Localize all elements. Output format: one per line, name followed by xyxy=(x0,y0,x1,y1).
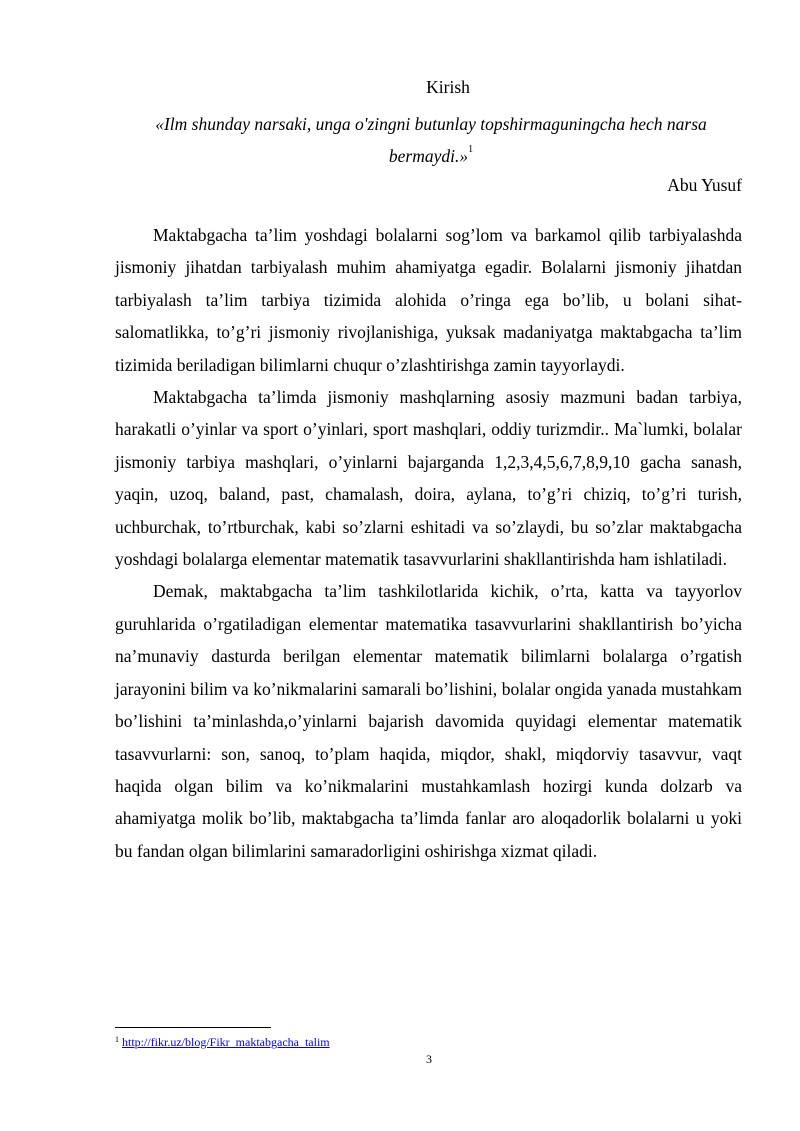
footnote xyxy=(115,1035,330,1049)
body-text xyxy=(115,219,742,867)
footnote-reference[interactable]: 1 xyxy=(468,144,474,155)
page-number: 3 xyxy=(426,1052,432,1066)
footnote-link[interactable]: http://fikr.uz/blog/Fikr_maktabgacha_talim xyxy=(122,1035,330,1049)
paragraph: Demak, maktabgacha ta’lim tashkilotlarida kichik, o’rta, katta va tayyorlov guruhlarida o’rgatiladigan elementar matematika tasavvurlarini shakllantirish bo’yicha na’munaviy dasturda berilgan elementar matematik bilimlarni bolalarga o’rgatish jarayonini bilim va ko’nikmalarini samarali bo’lishini, bolalar ongida yanada mustahkam bo’lishini ta’minlashda,o’yinlarni bajarish davomida quyidagi elementar matematik tasavvurlarni: son, sanoq, to’plam haqida, miqdor, shakl, miqdorviy tasavvur, vaqt haqida olgan bilim va ko’nikmalarini mustahkamlash hozirgi kunda dolzarb va ahamiyatga molik bo’lib, maktabgacha ta’limda fanlar aro aloqadorlik bolalarni u yoki bu fandan olgan bilimlarini samaradorligini oshirishga xizmat qiladi. xyxy=(115,581,742,861)
paragraph: Maktabgacha ta’lim yoshdagi bolalarni sog’lom va barkamol qilib tarbiyalashda jismoniy jihatdan tarbiyalash muhim ahamiyatga egadir. Bolalarni jismoniy jihatdan tarbiyalash ta’lim tarbiya tizimida alohida o’ringa ega bo’lib, u bolani sihat- salomatlikka, to’g’ri jismoniy rivojlanishiga, yuksak madaniyatga maktabgacha ta’lim tizimida beriladigan bilimlarni chuqur o’zlashtirishga zamin tayyorlaydi. xyxy=(115,225,742,375)
epigraph-author: Abu Yusuf xyxy=(667,175,742,195)
footnote-divider xyxy=(115,1027,271,1028)
paragraph: Maktabgacha ta’limda jismoniy mashqlarning asosiy mazmuni badan tarbiya, harakatli o’yinlar va sport o’yinlari, sport mashqlari, oddiy turizmdir.. Ma`lumki, bolalar jismoniy tarbiya mashqlari, o’yinlarni bajarganda 1,2,3,4,5,6,7,8,9,10 gacha sanash, yaqin, uzoq, baland, past, chamalash, doira, aylana, to’g’ri chiziq, to’g’ri turish, uchburchak, to’rtburchak, kabi so’zlarni eshitadi va so’zlaydi, bu so’zlar maktabgacha yoshdagi bolalarga elementar matematik tasavvurlarini shakllantirishda ham ishlatiladi. xyxy=(115,387,742,570)
page-title: Kirish xyxy=(426,77,470,97)
footnote-number: 1 xyxy=(115,1035,119,1044)
epigraph-text: «Ilm shunday narsaki, unga o'zingni butunlay topshirmaguningcha hech narsa bermaydi.» xyxy=(155,114,707,166)
epigraph xyxy=(120,108,742,172)
